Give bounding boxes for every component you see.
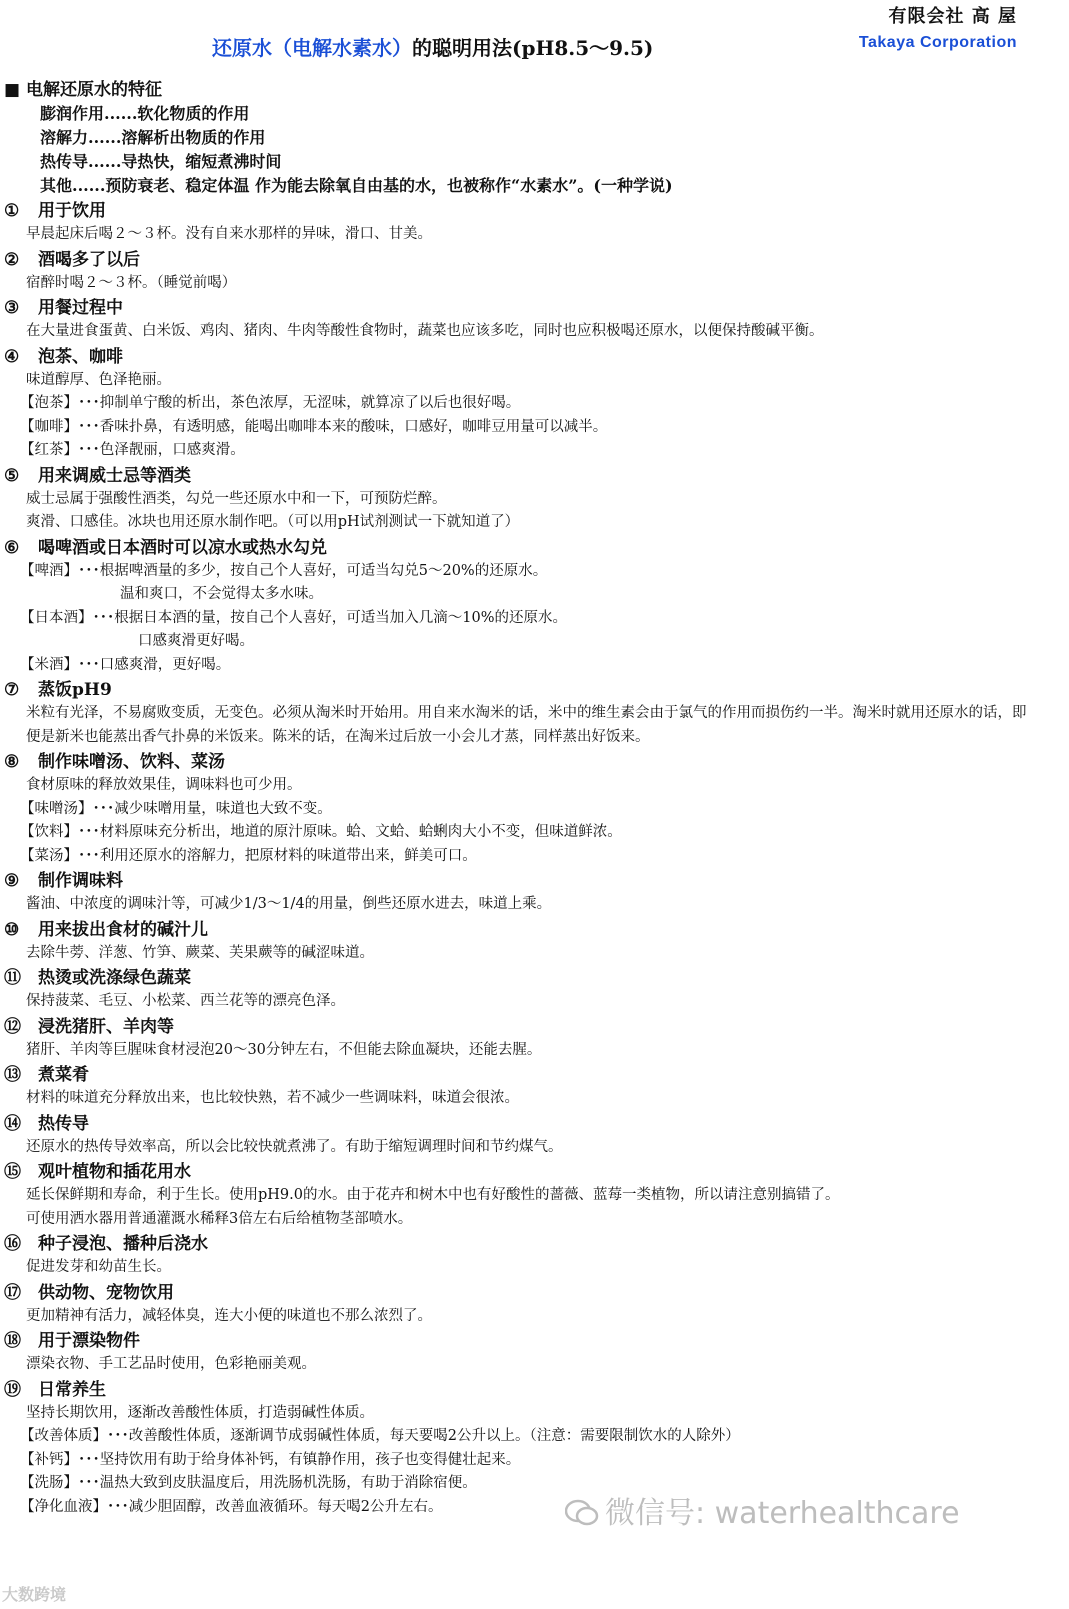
item-title-text: 制作味噌汤、饮料、菜汤 bbox=[38, 752, 225, 772]
item-number: ⑤ bbox=[4, 465, 20, 486]
feature-line: 其他......预防衰老、稳定体温 作为能去除氧自由基的水，也被称作“水素水”。(一种学说) bbox=[40, 176, 673, 195]
company-name-en: Takaya Corporation bbox=[858, 34, 1017, 51]
feature-line: 热传导......导热快，缩短煮沸时间 bbox=[40, 152, 282, 171]
item-number: ⑫ bbox=[4, 1016, 21, 1037]
item-line: 食材原味的释放效果佳，调味料也可少用。 bbox=[26, 777, 302, 793]
usage-item-title bbox=[4, 1329, 1044, 1353]
item-title-text: 种子浸泡、播种后浇水 bbox=[38, 1234, 208, 1254]
item-line: 【泡茶】･･･抑制单宁酸的析出，茶色浓厚，无涩味，就算凉了以后也很好喝。 bbox=[20, 395, 521, 411]
item-line: 【啤酒】･･･根据啤酒量的多少，按自己个人喜好，可适当勾兑5～20%的还原水。 bbox=[20, 562, 548, 579]
item-line: 漂染衣物、手工艺品时使用，色彩艳丽美观。 bbox=[26, 1356, 316, 1372]
usage-item-title bbox=[4, 750, 1044, 774]
item-line: 更加精神有活力，减轻体臭，连大小便的味道也不那么浓烈了。 bbox=[26, 1307, 432, 1324]
item-line: 【红茶】･･･色泽靓丽，口感爽滑。 bbox=[20, 442, 245, 458]
item-number: ⑱ bbox=[4, 1331, 21, 1351]
company-block bbox=[859, 2, 1017, 52]
item-title-text: 制作调味料 bbox=[38, 871, 123, 891]
item-number: ⑮ bbox=[4, 1162, 21, 1182]
usage-item-title bbox=[4, 1160, 1044, 1184]
item-line: 口感爽滑更好喝。 bbox=[138, 633, 254, 649]
usage-item-title bbox=[4, 966, 1044, 990]
item-title-text: 日常养生 bbox=[38, 1379, 106, 1400]
item-line: 酱油、中浓度的调味汁等，可减少1/3～1/4的用量，倒些还原水进去，味道上乘。 bbox=[26, 896, 552, 912]
item-number: ③ bbox=[4, 298, 20, 318]
usage-item-title bbox=[4, 248, 1044, 272]
features-heading: ■ 电解还原水的特征 bbox=[4, 80, 162, 100]
item-number: ⑪ bbox=[4, 968, 21, 988]
wechat-icon bbox=[565, 1499, 599, 1527]
item-number: ① bbox=[4, 201, 20, 221]
footer-logo bbox=[2, 1582, 66, 1605]
item-line: 可使用洒水器用普通灌溉水稀释3倍左右后给植物茎部喷水。 bbox=[26, 1210, 413, 1227]
page-title-rest: 的聪明用法(pH8.5～9.5) bbox=[412, 36, 654, 60]
item-line: 【补钙】･･･坚持饮用有助于给身体补钙，有镇静作用，孩子也变得健壮起来。 bbox=[20, 1451, 521, 1468]
item-line: 保持菠菜、毛豆、小松菜、西兰花等的漂亮色泽。 bbox=[26, 993, 345, 1009]
item-line: 早晨起床后喝２～３杯。没有自来水那样的异味，滑口、甘美。 bbox=[26, 226, 432, 242]
item-title-text: 蒸饭pH9 bbox=[38, 680, 112, 700]
company-name-jp: 有限会社 高 屋 bbox=[888, 6, 1017, 27]
item-line: 宿醉时喝２～３杯。（睡觉前喝） bbox=[26, 274, 237, 291]
usage-item-title bbox=[4, 345, 1044, 369]
item-line: 坚持长期饮用，逐渐改善酸性体质，打造弱碱性体质。 bbox=[26, 1404, 374, 1421]
item-title-text: 供动物、宠物饮用 bbox=[38, 1282, 174, 1303]
item-line: 味道醇厚、色泽艳丽。 bbox=[26, 371, 171, 388]
usage-item-title bbox=[4, 199, 1044, 223]
item-line: 【饮料】･･･材料原味充分析出，地道的原汁原味。蛤、文蛤、蛤蜊肉大小不变，但味道鲜浓。 bbox=[20, 824, 622, 840]
item-line: 【净化血液】･･･减少胆固醇，改善血液循环。每天喝2公升左右。 bbox=[20, 1498, 443, 1515]
item-line: 材料的味道充分释放出来，也比较快熟，若不减少一些调味料，味道会很浓。 bbox=[26, 1090, 519, 1106]
item-line: 【改善体质】･･･改善酸性体质，逐渐调节成弱碱性体质，每天要喝2公升以上。（注意：需要限制饮水的人除外） bbox=[20, 1428, 740, 1444]
item-number: ⑧ bbox=[4, 752, 20, 772]
usage-item-title bbox=[4, 1378, 1044, 1402]
item-line: 去除牛蒡、洋葱、竹笋、蕨菜、芙果蕨等的碱涩味道。 bbox=[26, 944, 374, 961]
item-line: 【日本酒】･･･根据日本酒的量，按自己个人喜好，可适当加入几滴～10%的还原水。 bbox=[20, 609, 567, 626]
page-title bbox=[212, 32, 653, 61]
page-title-highlight: 还原水（电解水素水） bbox=[212, 36, 412, 60]
usage-item-title bbox=[4, 1281, 1044, 1305]
item-title-text: 用于饮用 bbox=[38, 201, 106, 221]
usage-item-title bbox=[4, 464, 1044, 488]
item-number: ⑩ bbox=[4, 919, 20, 940]
item-title-text: 观叶植物和插花用水 bbox=[38, 1162, 191, 1182]
item-line: 【米酒】･･･口感爽滑，更好喝。 bbox=[20, 656, 231, 673]
item-line: 【味噌汤】･･･减少味噌用量，味道也大致不变。 bbox=[20, 800, 332, 817]
item-line: 【菜汤】･･･利用还原水的溶解力，把原材料的味道带出来，鲜美可口。 bbox=[20, 847, 477, 864]
item-number: ② bbox=[4, 249, 20, 270]
usage-item-title bbox=[4, 1063, 1044, 1087]
item-number: ⑥ bbox=[4, 537, 20, 558]
item-title-text: 热传导 bbox=[38, 1113, 89, 1134]
usage-item-title bbox=[4, 678, 1044, 702]
document-body bbox=[4, 78, 1044, 1519]
item-line: 威士忌属于强酸性酒类，勾兑一些还原水中和一下，可预防烂醉。 bbox=[26, 490, 447, 507]
item-number: ⑰ bbox=[4, 1282, 21, 1303]
item-line: 【咖啡】･･･香味扑鼻，有透明感，能喝出咖啡本来的酸味，口感好，咖啡豆用量可以减半。 bbox=[20, 418, 608, 435]
item-title-text: 煮菜肴 bbox=[38, 1065, 89, 1085]
item-line: 温和爽口，不会觉得太多水味。 bbox=[120, 586, 323, 602]
item-title-text: 泡茶、咖啡 bbox=[38, 346, 123, 367]
item-title-text: 热烫或洗涤绿色蔬菜 bbox=[38, 968, 191, 988]
item-number: ④ bbox=[4, 346, 20, 367]
item-number: ⑯ bbox=[4, 1234, 21, 1254]
usage-item-title bbox=[4, 1015, 1044, 1039]
usage-item-title bbox=[4, 296, 1044, 320]
usage-item-title bbox=[4, 869, 1044, 893]
item-line: 爽滑、口感佳。冰块也用还原水制作吧。（可以用pH试剂测试一下就知道了） bbox=[26, 514, 520, 530]
feature-line: 溶解力......溶解析出物质的作用 bbox=[40, 128, 266, 147]
item-title-text: 用餐过程中 bbox=[38, 298, 123, 318]
item-number: ⑨ bbox=[4, 871, 20, 891]
item-line: 在大量进食蛋黄、白米饭、鸡肉、猪肉、牛肉等酸性食物时，蔬菜也应该多吃，同时也应积极喝还原水，以便保持酸碱平衡。 bbox=[26, 323, 824, 339]
item-line: 延长保鲜期和寿命，利于生长。使用pH9.0的水。由于花卉和树木中也有好酸性的蔷薇、蓝莓一类植物，所以请注意别搞错了。 bbox=[26, 1187, 840, 1203]
usage-item-title bbox=[4, 918, 1044, 942]
item-number: ⑲ bbox=[4, 1379, 21, 1400]
usage-item-title bbox=[4, 1232, 1044, 1256]
item-title-text: 酒喝多了以后 bbox=[38, 249, 140, 270]
item-line: 猪肝、羊肉等巨腥味食材浸泡20～30分钟左右，不但能去除血凝块，还能去腥。 bbox=[26, 1041, 542, 1058]
item-title-text: 浸洗猪肝、羊肉等 bbox=[38, 1016, 174, 1037]
wechat-watermark bbox=[565, 1488, 960, 1532]
item-line: 还原水的热传导效率高，所以会比较快就煮沸了。有助于缩短调理时间和节约煤气。 bbox=[26, 1138, 563, 1155]
item-number: ⑦ bbox=[4, 680, 20, 700]
item-line: 米粒有光泽，不易腐败变质，无变色。必须从淘米时开始用。用自来水淘米的话，米中的维生素会由于氯气的作用而损伤约一半。淘米时就用还原水的话，即便是新米也能蒸出香气扑鼻的米饭来。陈米的话，在淘米过后放一小会儿才蒸，同样蒸出好饭来。 bbox=[26, 705, 1027, 745]
item-title-text: 用来调威士忌等酒类 bbox=[38, 465, 191, 486]
watermark-text: 微信号: waterhealthcare bbox=[605, 1496, 960, 1531]
feature-line: 膨润作用......软化物质的作用 bbox=[40, 104, 250, 123]
usage-item-title bbox=[4, 1112, 1044, 1136]
item-line: 【洗肠】･･･温热大致到皮肤温度后，用洗肠机洗肠，有助于消除宿便。 bbox=[20, 1475, 477, 1491]
item-number: ⑬ bbox=[4, 1065, 21, 1085]
item-line: 促进发芽和幼苗生长。 bbox=[26, 1259, 171, 1275]
usage-item-title bbox=[4, 536, 1044, 560]
footer-logo-text: 大数跨境 bbox=[2, 1585, 67, 1604]
item-number: ⑭ bbox=[4, 1113, 21, 1134]
item-title-text: 用来拔出食材的碱汁儿 bbox=[38, 919, 208, 940]
item-title-text: 用于漂染物件 bbox=[38, 1331, 140, 1351]
item-title-text: 喝啤酒或日本酒时可以凉水或热水勾兑 bbox=[38, 537, 327, 558]
